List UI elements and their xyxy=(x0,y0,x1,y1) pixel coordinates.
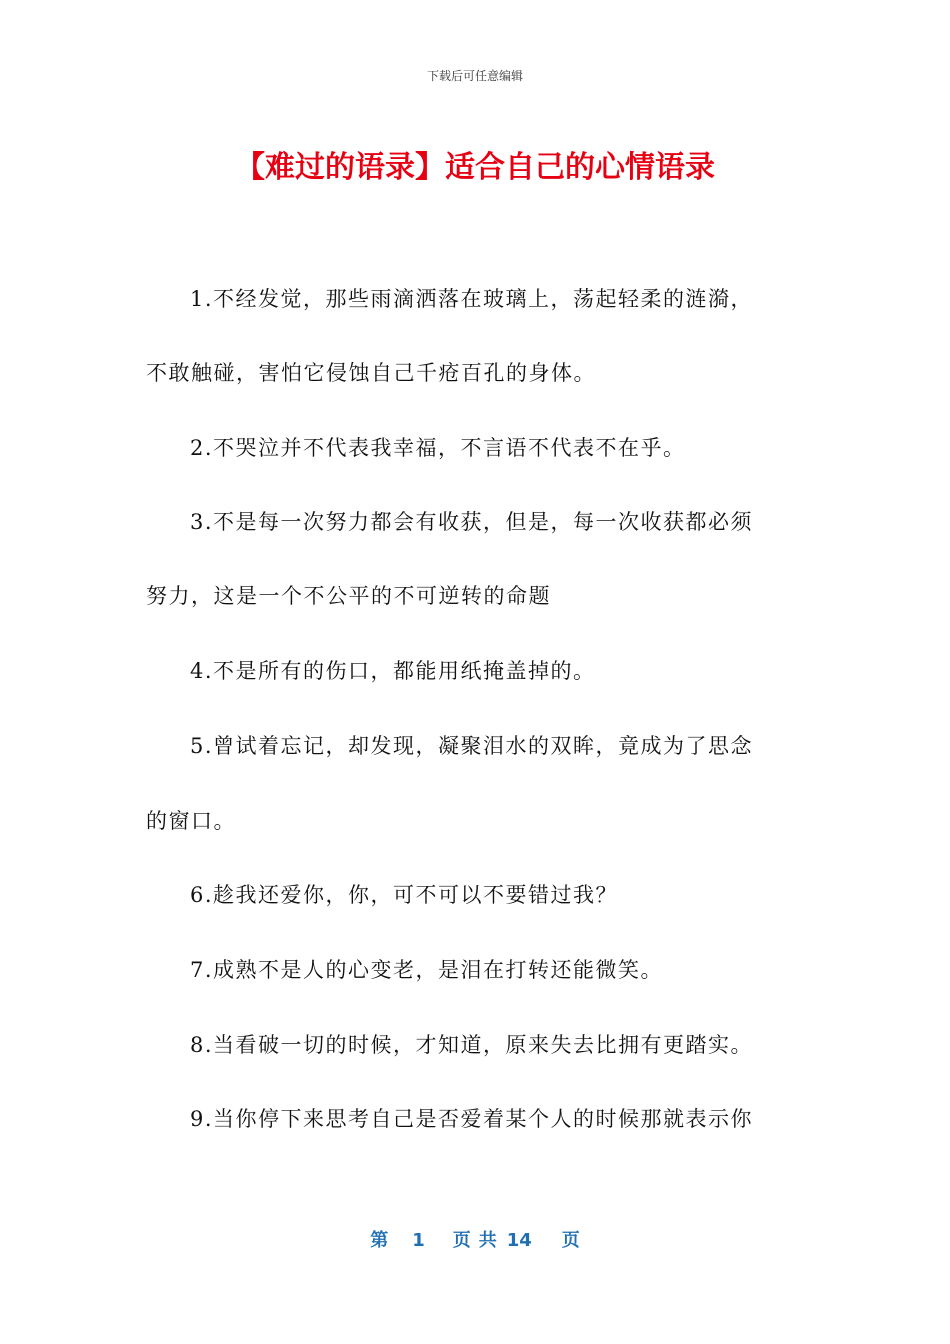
paragraph-line: 5.曾试着忘记，却发现，凝聚泪水的双眸，竟成为了思念 xyxy=(190,734,754,758)
footer-page-label: 页 xyxy=(452,1230,471,1251)
footer-total-prefix: 共 xyxy=(478,1230,497,1251)
footer-total-label: 页 xyxy=(561,1230,580,1251)
paragraph-line: 的窗口。 xyxy=(146,809,236,833)
paragraph-line: 8.当看破一切的时候，才知道，原来失去比拥有更踏实。 xyxy=(190,1033,754,1057)
footer-page-prefix: 第 xyxy=(370,1230,389,1251)
footer-page-number: 1 xyxy=(412,1230,425,1251)
paragraph-line: 4.不是所有的伤口，都能用纸掩盖掉的。 xyxy=(190,659,596,683)
paragraph-line: 努力，这是一个不公平的不可逆转的命题 xyxy=(146,584,551,608)
paragraph-line: 1.不经发觉，那些雨滴洒落在玻璃上，荡起轻柔的涟漪， xyxy=(190,287,754,311)
paragraph-line: 6.趁我还爱你，你，可不可以不要错过我？ xyxy=(190,883,619,907)
paragraph-line: 不敢触碰，害怕它侵蚀自己千疮百孔的身体。 xyxy=(146,361,596,385)
header-note: 下载后可任意编辑 xyxy=(426,69,523,83)
document-title: 【难过的语录】适合自己的心情语录 xyxy=(235,150,715,185)
paragraph-line: 7.成熟不是人的心变老，是泪在打转还能微笑。 xyxy=(190,958,664,982)
paragraph-line: 2.不哭泣并不代表我幸福，不言语不代表不在乎。 xyxy=(190,436,686,460)
paragraph-line: 9.当你停下来思考自己是否爱着某个人的时候那就表示你 xyxy=(190,1107,754,1131)
page-footer xyxy=(0,1226,950,1252)
footer-total-pages: 14 xyxy=(506,1230,532,1251)
paragraph-line: 3.不是每一次努力都会有收获，但是，每一次收获都必须 xyxy=(190,510,754,534)
